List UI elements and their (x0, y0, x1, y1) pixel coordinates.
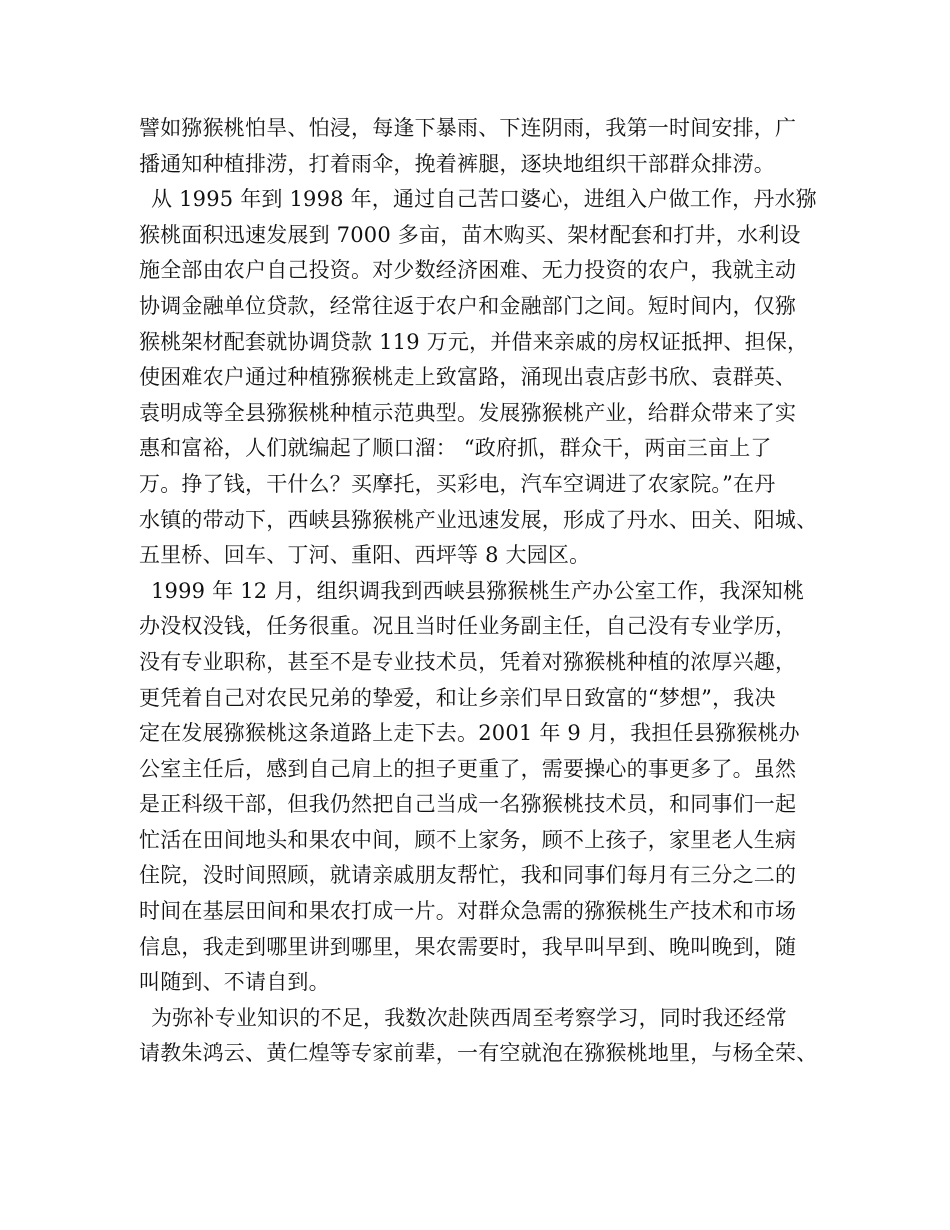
text-line: 时间在基层田间和果农打成一片。对群众急需的猕猴桃生产技术和市场 (139, 899, 797, 924)
text-line: 请教朱鸿云、黄仁煌等专家前辈，一有空就泡在猕猴桃地里，与杨全荣、 (139, 1041, 818, 1066)
paragraph-start-line: 从 1995 年到 1998 年，通过自己苦口婆心，进组入户做工作，丹水猕 (151, 187, 817, 212)
text-line: 譬如猕猴桃怕旱、怕浸，每逢下暴雨、下连阴雨，我第一时间安排，广 (139, 116, 797, 140)
body-text (139, 111, 829, 1072)
text-line: 叫随到、不请自到。 (139, 970, 330, 995)
text-line: 定在发展猕猴桃这条道路上走下去。2001 年 9 月，我担任县猕猴桃办 (139, 721, 800, 746)
text-line: 施全部由农户自己投资。对少数经济困难、无力投资的农户，我就主动 (139, 258, 797, 283)
text-line: 五里桥、回车、丁河、重阳、西坪等 8 大园区。 (139, 543, 591, 568)
text-line: 袁明成等全县猕猴桃种植示范典型。发展猕猴桃产业，给群众带来了实 (139, 400, 797, 425)
text-line: 猴桃面积迅速发展到 7000 多亩，苗木购买、架材配套和打井，水利设 (139, 222, 801, 247)
text-line: 办没权没钱，任务很重。况且当时任业务副主任，自己没有专业学历， (139, 614, 797, 639)
paragraph-start-line: 为弥补专业知识的不足，我数次赴陕西周至考察学习，同时我还经常 (151, 1005, 787, 1030)
text-line: 猴桃架材配套就协调贷款 119 万元，并借来亲戚的房权证抵押、担保， (139, 329, 809, 354)
text-line: 信息，我走到哪里讲到哪里，果农需要时，我早叫早到、晚叫晚到，随 (139, 934, 797, 959)
text-line: 忙活在田间地头和果农中间，顾不上家务，顾不上孩子，家里老人生病 (139, 827, 797, 852)
text-line: 公室主任后，感到自己肩上的担子更重了，需要操心的事更多了。虽然 (139, 756, 797, 781)
text-line: 惠和富裕，人们就编起了顺口溜： “政府抓，群众干，两亩三亩上了 (139, 436, 772, 461)
paragraph-start-line: 1999 年 12 月，组织调我到西峡县猕猴桃生产办公室工作，我深知桃 (151, 578, 805, 603)
text-line: 万。挣了钱，干什么？买摩托，买彩电，汽车空调进了农家院。”在丹 (139, 471, 776, 496)
text-line: 协调金融单位贷款，经常往返于农户和金融部门之间。短时间内，仅猕 (139, 293, 797, 318)
text-line: 播通知种植排涝，打着雨伞，挽着裤腿，逐块地组织干部群众排涝。 (139, 151, 775, 176)
text-line: 住院，没时间照顾，就请亲戚朋友帮忙，我和同事们每月有三分之二的 (139, 863, 797, 888)
text-line: 更凭着自己对农民兄弟的挚爱，和让乡亲们早日致富的“梦想”，我决 (139, 685, 776, 710)
text-line: 水镇的带动下，西峡县猕猴桃产业迅速发展，形成了丹水、田关、阳城、 (139, 507, 818, 532)
text-line: 使困难农户通过种植猕猴桃走上致富路，涌现出袁店彭书欣、袁群英、 (139, 365, 797, 390)
text-line: 没有专业职称，甚至不是专业技术员，凭着对猕猴桃种植的浓厚兴趣， (139, 649, 797, 674)
text-line: 是正科级干部，但我仍然把自己当成一名猕猴桃技术员，和同事们一起 (139, 792, 797, 817)
